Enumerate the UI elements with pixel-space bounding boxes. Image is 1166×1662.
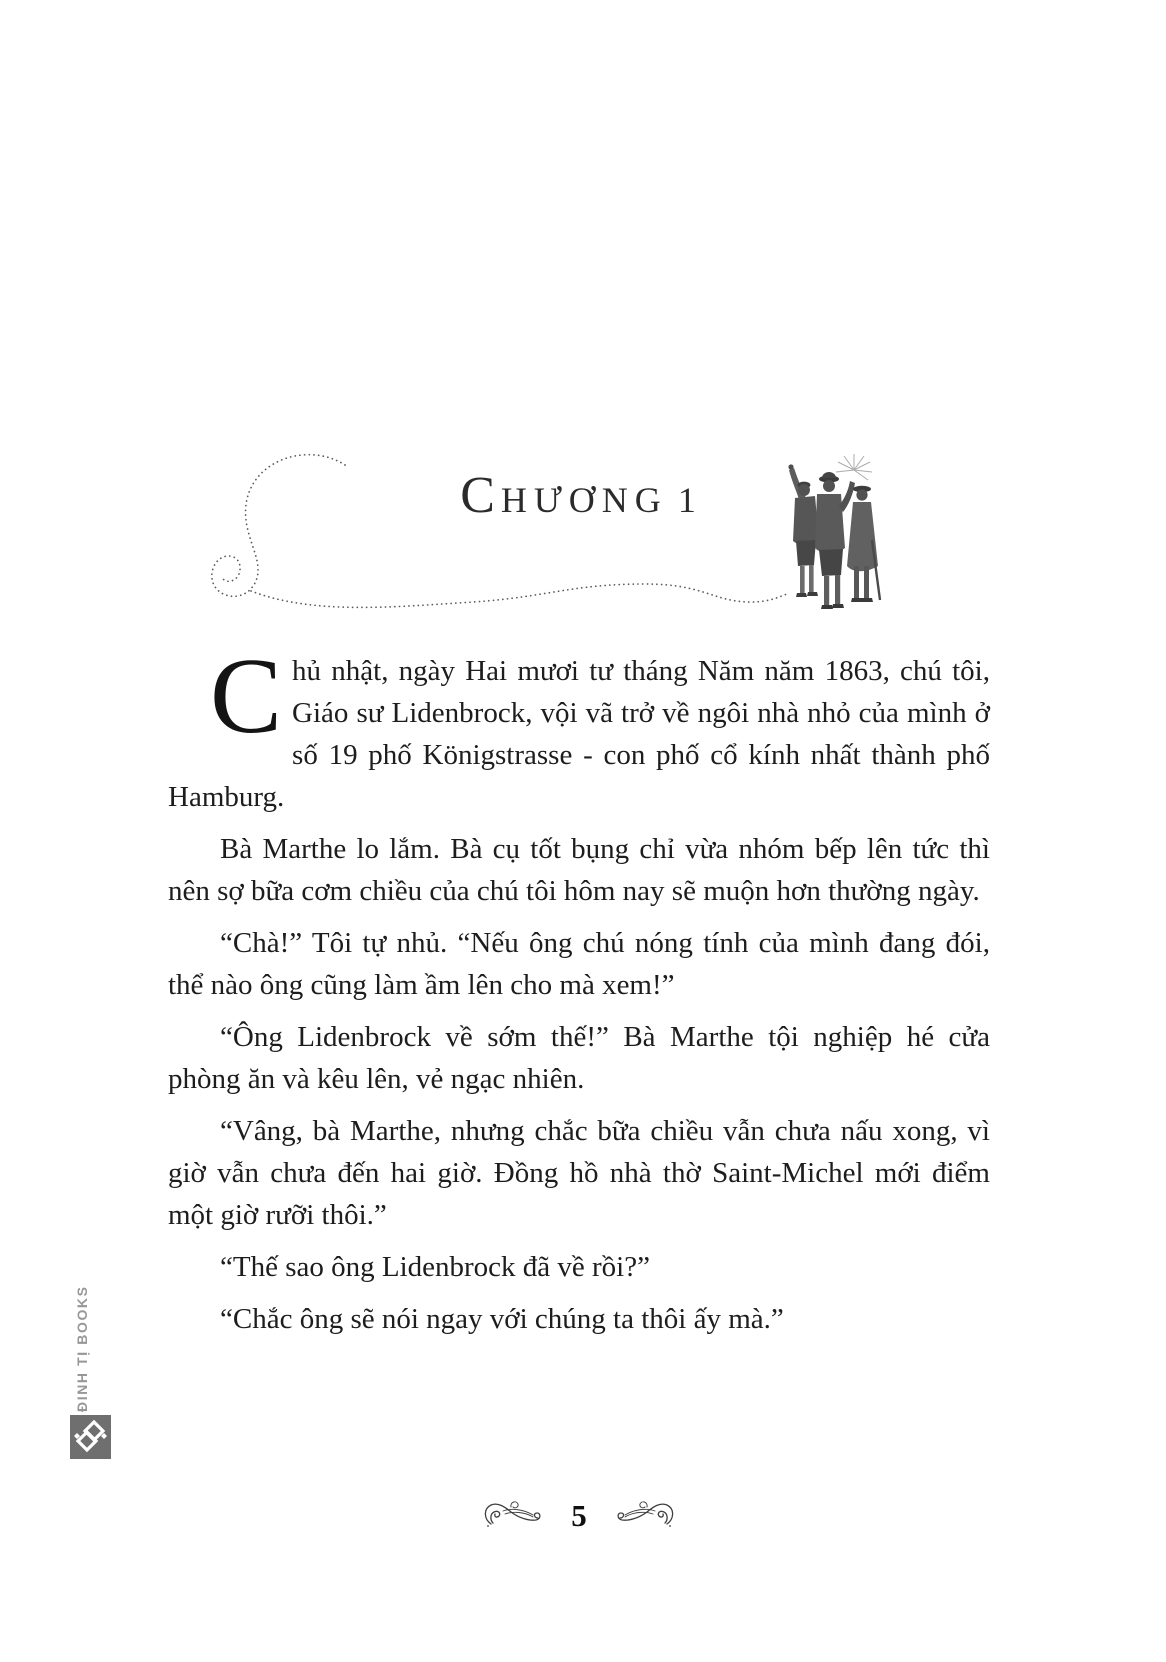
paragraph: “Thế sao ông Lidenbrock đã về rồi?” [220,1251,650,1283]
paragraph: “Vâng, bà Marthe, nhưng chắc bữa chiều vẫn chưa nấu xong, vì giờ vẫn chưa đến hai giờ. Đồng hồ nhà thờ Saint-Michel mới điểm một giờ rưỡi thôi.” [168,1115,990,1231]
chapter-title-initial: C [460,467,501,524]
body-text [168,637,990,1350]
paragraph-text: hủ nhật, ngày Hai mươi tư tháng Năm năm 1863, chú tôi, Giáo sư Lidenbrock, vội vã trở về ngôi nhà nhỏ của mình ở số 19 phố Königstrasse - con phố cổ kính nhất thành phố Hamburg. [168,655,990,813]
publisher-vertical-label: ĐINH TỊ BOOKS [74,1285,90,1412]
chapter-title-number: 1 [677,480,698,520]
explorers-illustration [764,448,886,616]
footer-flourish-left-icon [481,1499,545,1533]
page-number: 5 [571,1498,587,1533]
footer [168,1498,990,1534]
publisher-logo [70,1413,111,1459]
drop-cap: C [210,637,283,756]
paragraph: “Chà!” Tôi tự nhủ. “Nếu ông chú nóng tính của mình đang đói, thể nào ông cũng làm ầm lên cho mà xem!” [168,927,990,1001]
paragraph: “Ông Lidenbrock về sớm thế!” Bà Marthe tội nghiệp hé cửa phòng ăn và kêu lên, vẻ ngạc nhiên. [168,1021,990,1095]
chapter-title-rest: HƯƠNG [500,480,668,520]
paragraph [168,637,990,818]
footer-flourish-right-icon [613,1499,677,1533]
paragraph: “Chắc ông sẽ nói ngay với chúng ta thôi ấy mà.” [220,1303,784,1335]
paragraph: Bà Marthe lo lắm. Bà cụ tốt bụng chỉ vừa nhóm bếp lên tức thì nên sợ bữa cơm chiều của chú tôi hôm nay sẽ muộn hơn thường ngày. [168,833,990,907]
